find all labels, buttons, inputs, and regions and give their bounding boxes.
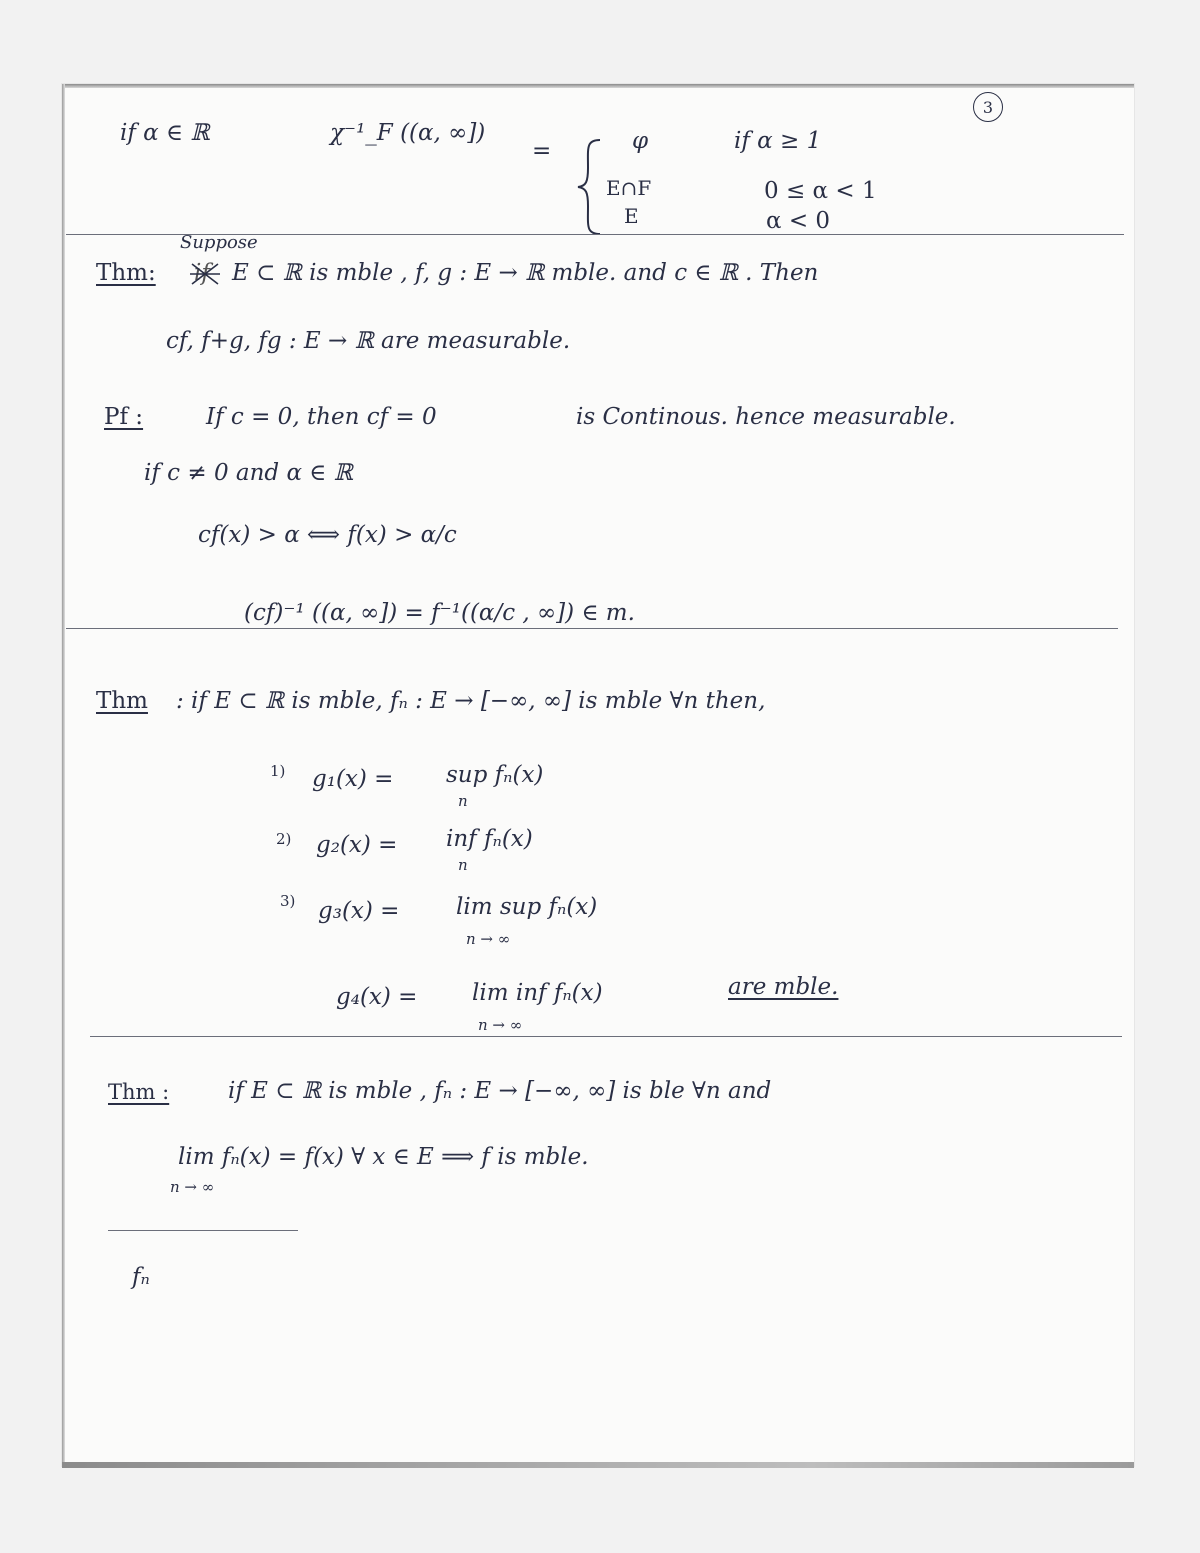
case-3-value: E	[624, 204, 639, 228]
proof-line2: if c ≠ 0 and α ∈ ℝ	[144, 460, 353, 486]
item-3-number: 3)	[280, 892, 296, 910]
thm3-sub: n → ∞	[170, 1178, 215, 1196]
proof-line4: (cf)⁻¹ ((α, ∞]) = f⁻¹((α/c , ∞]) ∈ m.	[244, 600, 635, 626]
thm3-statement-line2: lim fₙ(x) = f(x) ∀ x ∈ E ⟹ f is mble.	[178, 1144, 589, 1170]
proof-line3: cf(x) > α ⟺ f(x) > α/c	[198, 522, 457, 548]
case-1-condition: if α ≥ 1	[734, 128, 822, 154]
case-2-value: E∩F	[606, 176, 652, 200]
thm3-label: Thm :	[108, 1080, 170, 1104]
footer-fn: fₙ	[132, 1264, 150, 1290]
suppose-note: Suppose	[180, 232, 258, 253]
thm1-label: Thm:	[96, 260, 156, 286]
def-lead: if α ∈ ℝ	[120, 120, 210, 146]
item-3-lhs: g₃(x) =	[318, 898, 400, 924]
thm2-label: Thm	[96, 688, 148, 714]
brace-icon	[576, 138, 604, 236]
divider	[90, 1036, 1122, 1037]
case-1-value: φ	[632, 128, 649, 154]
item-1-number: 1)	[270, 762, 286, 780]
item-2-rhs: inf fₙ(x)	[446, 826, 533, 852]
notebook-page	[62, 84, 1134, 1466]
thm1-struck-word: if	[194, 260, 210, 286]
item-4-rhs: lim inf fₙ(x)	[472, 980, 603, 1006]
item-4-lhs: g₄(x) =	[336, 984, 418, 1010]
page-number: 3	[982, 97, 994, 117]
item-2-sub: n	[458, 856, 468, 874]
page-left-edge	[62, 84, 65, 1466]
item-1-lhs: g₁(x) =	[312, 766, 394, 792]
item-2-lhs: g₂(x) =	[316, 832, 398, 858]
thm1-statement-line2: cf, f+g, fg : E → ℝ are measurable.	[166, 328, 571, 354]
divider	[66, 628, 1118, 629]
thm2-tail: are mble.	[728, 974, 839, 1000]
def-equals: =	[532, 138, 552, 164]
page-top-edge	[62, 84, 1134, 88]
thm3-statement-line1: if E ⊂ ℝ is mble , fₙ : E → [−∞, ∞] is ble ∀n and	[228, 1078, 772, 1104]
item-3-sub: n → ∞	[466, 930, 511, 948]
proof-label: Pf :	[104, 404, 144, 430]
item-1-rhs: sup fₙ(x)	[446, 762, 544, 788]
item-3-rhs: lim sup fₙ(x)	[456, 894, 598, 920]
case-3-condition: α < 0	[766, 208, 831, 234]
def-preimage: χ⁻¹_F ((α, ∞])	[330, 120, 486, 146]
item-2-number: 2)	[276, 830, 292, 848]
proof-line1: If c = 0, then cf = 0	[206, 404, 437, 430]
strikeout-icon	[190, 262, 220, 286]
thm2-statement: : if E ⊂ ℝ is mble, fₙ : E → [−∞, ∞] is mble ∀n then,	[176, 688, 766, 714]
divider	[108, 1230, 298, 1231]
proof-line1b: is Continous. hence measurable.	[576, 404, 956, 430]
case-2-condition: 0 ≤ α < 1	[764, 178, 877, 204]
item-4-sub: n → ∞	[478, 1016, 523, 1034]
page-number-badge	[973, 92, 1003, 122]
thm1-statement-line1: E ⊂ ℝ is mble , f, g : E → ℝ mble. and c ∈ ℝ . Then	[232, 260, 819, 286]
page-bottom-edge	[62, 1462, 1134, 1468]
item-1-sub: n	[458, 792, 468, 810]
